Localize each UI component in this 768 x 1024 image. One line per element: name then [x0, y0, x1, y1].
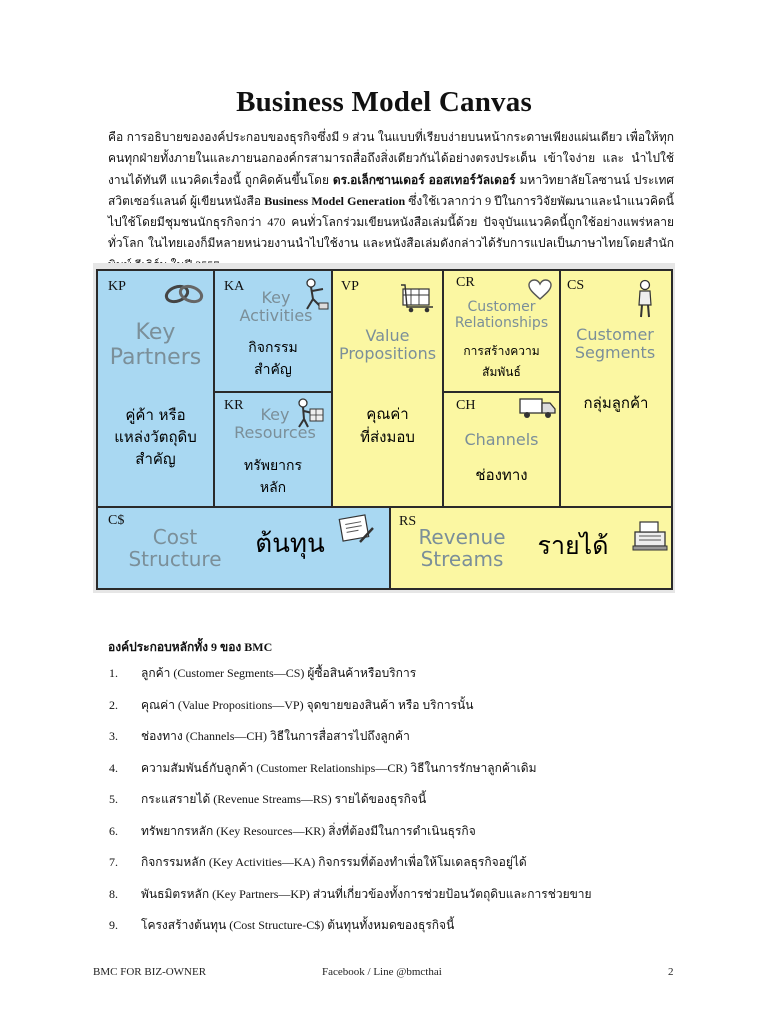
list-text: โครงสร้างต้นทุน (Cost Structure-C$) ต้นทุนทั้งหมดของธุรกิจนี้ [141, 918, 455, 932]
block-title-en [221, 289, 331, 325]
block-th-line: คู่ค้า หรือ [125, 406, 186, 424]
list-number: 8. [109, 886, 118, 901]
list-item [104, 849, 704, 881]
block-title-line: Cost [152, 525, 198, 549]
block-title-en [219, 406, 331, 442]
block-title-en [397, 526, 527, 571]
block-title-th [444, 465, 559, 487]
block-title-line: Activities [239, 305, 313, 325]
list-text: พันธมิตรหลัก (Key Partners—KP) ส่วนที่เกี่ยวข้องทั้งการช่วยป้อนวัตถุดิบและการช่วยขาย [141, 886, 592, 901]
canvas-block-channels [442, 391, 561, 508]
list-item [104, 723, 704, 755]
block-title-line: Resources [234, 422, 316, 442]
block-th-line: คุณค่า [366, 405, 409, 423]
block-title-line: Streams [420, 547, 504, 572]
block-title-line: Propositions [338, 343, 437, 363]
block-title-th [240, 528, 340, 562]
block-title-en [444, 431, 559, 449]
list-item [104, 692, 704, 724]
section-heading: องค์ประกอบหลักทั้ง 9 ของ BMC [108, 640, 273, 654]
block-th-line: สัมพันธ์ [482, 365, 521, 379]
list-text: ทรัพยากรหลัก (Key Resources—KR) สิ่งที่ต้องมีในการดำเนินธุรกิจ [141, 823, 476, 838]
block-code: KP [108, 279, 126, 294]
canvas-block-cost-structure [96, 506, 391, 590]
block-title-th [444, 341, 559, 383]
heart-icon [528, 279, 552, 301]
list-number: 1. [109, 666, 118, 680]
block-th-line: แหล่งวัตถุดิบ [114, 427, 197, 446]
list-text: กิจกรรมหลัก (Key Activities—KA) กิจกรรมที่ต้องทำเพื่อให้โมเดลธุรกิจอยู่ได้ [141, 855, 527, 869]
chain-link-icon [162, 279, 206, 309]
block-th-line: รายได้ [537, 531, 609, 560]
block-code: CR [456, 275, 475, 290]
block-title-th [333, 403, 442, 450]
list-number: 5. [109, 792, 118, 806]
list-item [104, 881, 704, 913]
list-text: ความสัมพันธ์กับลูกค้า (Customer Relationships—CR) วิธีในการรักษาลูกค้าเดิม [141, 760, 537, 775]
block-title-en [440, 300, 563, 331]
list-text: ช่องทาง (Channels—CH) วิธีในการสื่อสารไปถึงลูกค้า [141, 729, 410, 743]
list-item [104, 755, 704, 787]
business-model-canvas [93, 263, 675, 593]
list-text: ลูกค้า (Customer Segments—CS) ผู้ซื้อสินค้าหรือบริการ [141, 666, 417, 680]
block-code: KA [224, 279, 245, 294]
canvas-block-customer-relationships [442, 269, 561, 393]
document-signing-icon [336, 514, 376, 548]
list-number: 2. [109, 697, 118, 712]
block-code: VP [341, 279, 359, 294]
block-th-line: ต้นทุน [255, 529, 325, 559]
block-th-line: ที่ส่งมอบ [360, 428, 415, 447]
block-code: C$ [108, 513, 125, 528]
canvas-block-key-activities [213, 269, 333, 393]
cash-register-icon [631, 518, 669, 552]
block-title-line: Channels [464, 430, 539, 449]
list-number: 9. [109, 918, 118, 932]
block-th-line: ทรัพยากร [243, 458, 303, 474]
block-title-line: Customer [467, 299, 536, 315]
page-title: Business Model Canvas [236, 86, 532, 118]
block-title-th [215, 455, 331, 500]
block-title-th [98, 405, 213, 470]
block-title-th [523, 530, 623, 563]
block-th-line: ช่องทาง [475, 466, 528, 484]
block-title-line: Customer [576, 325, 654, 344]
list-item [104, 912, 704, 944]
canvas-block-customer-segments [559, 269, 673, 508]
block-title-en [98, 321, 213, 370]
block-title-line: Partners [109, 344, 202, 370]
list-number: 7. [109, 855, 118, 869]
block-code: RS [399, 514, 417, 529]
intro-text-3: ซึ่งใช้เวลากว่า 9 ปีในการวิจัยพัฒนาและนำแนวคิดนี้ไปใช้โดยมีชุมชนนักธุรกิจกว่า 470 คนทั่วโลกร่วมเขียนหนังสือเล่มนี้ด้วย ปัจจุบันแนวคิดนี้ถูกใช้อย่างแพร่หลายทั่วโลก ในไทยเองก็มีหลายหน่วยงานนำไปใช้งาน และหนังสือเล่มดังกล่าวได้รับการแปลเป็นภาษาไทยโดยสำนัก [108, 193, 674, 251]
block-title-line: Key [135, 320, 176, 345]
footer-left: BMC FOR BIZ-OWNER [93, 966, 207, 978]
block-th-line: สำคัญ [254, 362, 292, 379]
list-item [104, 660, 704, 692]
block-code: CH [456, 398, 476, 413]
bmc-components-list [104, 660, 704, 944]
block-title-en [325, 327, 450, 363]
block-title-th [215, 337, 331, 382]
block-title-line: Structure [128, 547, 222, 572]
block-title-line: Segments [574, 342, 656, 362]
block-title-line: Relationships [454, 314, 549, 331]
intro-paragraph [108, 127, 674, 276]
list-number: 3. [109, 729, 118, 743]
list-item [104, 818, 704, 850]
block-title-th [561, 393, 671, 415]
block-th-line: หลัก [259, 480, 287, 497]
canvas-block-revenue-streams [389, 506, 673, 590]
block-code: CS [567, 278, 585, 293]
person-icon [633, 279, 657, 319]
block-th-line: สำคัญ [135, 449, 176, 468]
block-title-line: Key [260, 405, 290, 424]
list-item [104, 786, 704, 818]
block-code: KR [224, 398, 244, 413]
gift-cart-icon [399, 281, 439, 313]
page-number: 2 [668, 966, 674, 978]
intro-author: ดร.อเล็กซานเดอร์ ออสเทอร์วัลเดอร์ [332, 172, 516, 187]
block-th-line: กลุ่มลูกค้า [583, 394, 649, 412]
intro-book-title: Business Model Generation [264, 193, 406, 208]
block-title-line: Value [365, 326, 410, 345]
intro-text-1: คือ การอธิบายขององค์ประกอบของธุรกิจซึ่งมี 9 ส่วน ในแบบที่เรียบง่ายบนหน้ากระดาษเพียงแผ่นเดียว เพื่อให้ทุกคนทุกฝ่ายทั้งภายในและภายนอกองค์กรสามารถสื่อถึงสิ่งเดียวกันได้อย่างตรงประเด็น เข้าใจง่าย และ นำไปใช้งานได้ทันที แนวคิดเรื่องนี้ ถูกคิดค้นขึ้นโดย [108, 130, 674, 187]
intro-text-2: มหาวิทยาลัยโลซานน์ ประเทศสวิตเซอร์แลนด์ ผู้เขียนหนังสือ [108, 172, 674, 208]
list-number: 6. [109, 823, 118, 838]
block-title-line: Revenue [418, 525, 506, 549]
canvas-block-value-propositions [331, 269, 444, 508]
block-th-line: กิจกรรม [248, 340, 298, 356]
list-text: กระแสรายได้ (Revenue Streams—RS) รายได้ของธุรกิจนี้ [141, 792, 427, 806]
block-title-line: Key [261, 288, 291, 307]
block-th-line: การสร้างความ [463, 344, 540, 358]
canvas-block-key-resources [213, 391, 333, 508]
list-text: คุณค่า (Value Propositions—VP) จุดขายของสินค้า หรือ บริการนั้น [141, 697, 474, 712]
list-number: 4. [109, 760, 118, 775]
canvas-block-key-partners [96, 269, 215, 508]
footer-social: Facebook / Line @bmcthai [322, 966, 442, 978]
block-title-en [559, 326, 671, 362]
block-title-en [110, 526, 240, 571]
delivery-truck-icon [518, 393, 558, 421]
